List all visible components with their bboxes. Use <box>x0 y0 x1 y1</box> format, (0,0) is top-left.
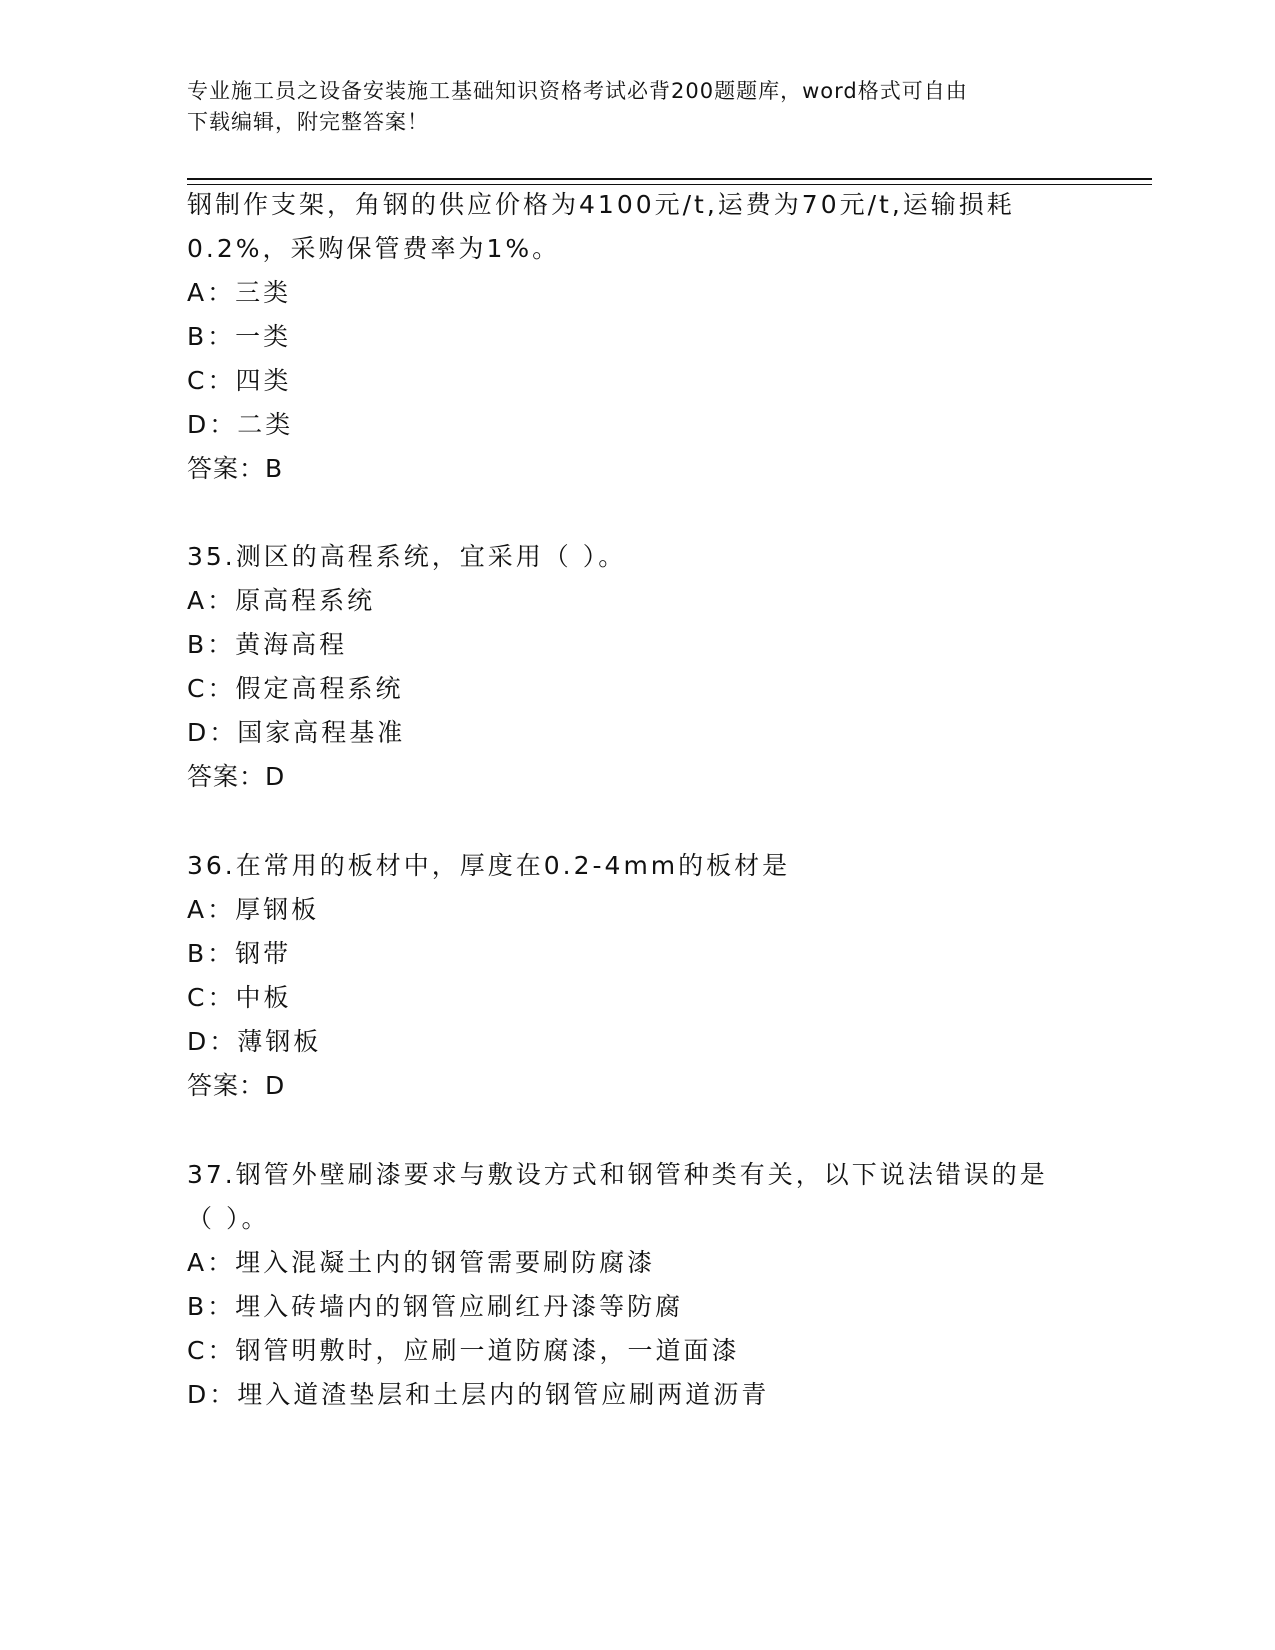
question-36-answer: 答案：D <box>187 1071 286 1100</box>
question-37-option-d: D：埋入道渣垫层和土层内的钢管应刷两道沥青 <box>187 1380 770 1409</box>
question-34-stem-line-2: 0.2%，采购保管费率为1%。 <box>187 234 561 263</box>
question-35-stem: 35.测区的高程系统，宜采用（ ）。 <box>187 542 627 571</box>
question-34-option-d: D：二类 <box>187 410 294 439</box>
question-37-stem-line-2: （ ）。 <box>187 1204 270 1233</box>
question-36-option-a: A：厚钢板 <box>187 895 320 924</box>
question-34-option-c: C：四类 <box>187 366 292 395</box>
question-34-option-a: A：三类 <box>187 278 292 307</box>
question-37-option-c: C：钢管明敷时，应刷一道防腐漆，一道面漆 <box>187 1336 740 1365</box>
question-36-option-b: B：钢带 <box>187 939 292 968</box>
header-divider-thin <box>187 184 1152 185</box>
question-35-option-c: C：假定高程系统 <box>187 674 404 703</box>
header-divider-thick <box>187 178 1152 180</box>
header-line-2: 下载编辑，附完整答案！ <box>187 110 429 134</box>
document-header <box>187 76 1067 138</box>
question-35-option-d: D：国家高程基准 <box>187 718 406 747</box>
question-37-stem-line-1: 37.钢管外壁刷漆要求与敷设方式和钢管种类有关，以下说法错误的是 <box>187 1160 1048 1189</box>
question-35-option-b: B：黄海高程 <box>187 630 348 659</box>
header-line-1: 专业施工员之设备安装施工基础知识资格考试必背200题题库，word格式可自由 <box>187 79 968 103</box>
question-36-stem: 36.在常用的板材中，厚度在0.2-4mm的板材是 <box>187 851 791 880</box>
question-37-option-b: B：埋入砖墙内的钢管应刷红丹漆等防腐 <box>187 1292 684 1321</box>
question-36-option-c: C：中板 <box>187 983 292 1012</box>
question-34-option-b: B：一类 <box>187 322 292 351</box>
question-35-option-a: A：原高程系统 <box>187 586 376 615</box>
question-35-answer: 答案：D <box>187 762 286 791</box>
question-34-stem-line-1: 钢制作支架，角钢的供应价格为4100元/t,运费为70元/t,运输损耗 <box>187 190 1015 219</box>
question-37-option-a: A：埋入混凝土内的钢管需要刷防腐漆 <box>187 1248 656 1277</box>
question-36-option-d: D：薄钢板 <box>187 1027 322 1056</box>
question-34-answer: 答案：B <box>187 454 284 483</box>
